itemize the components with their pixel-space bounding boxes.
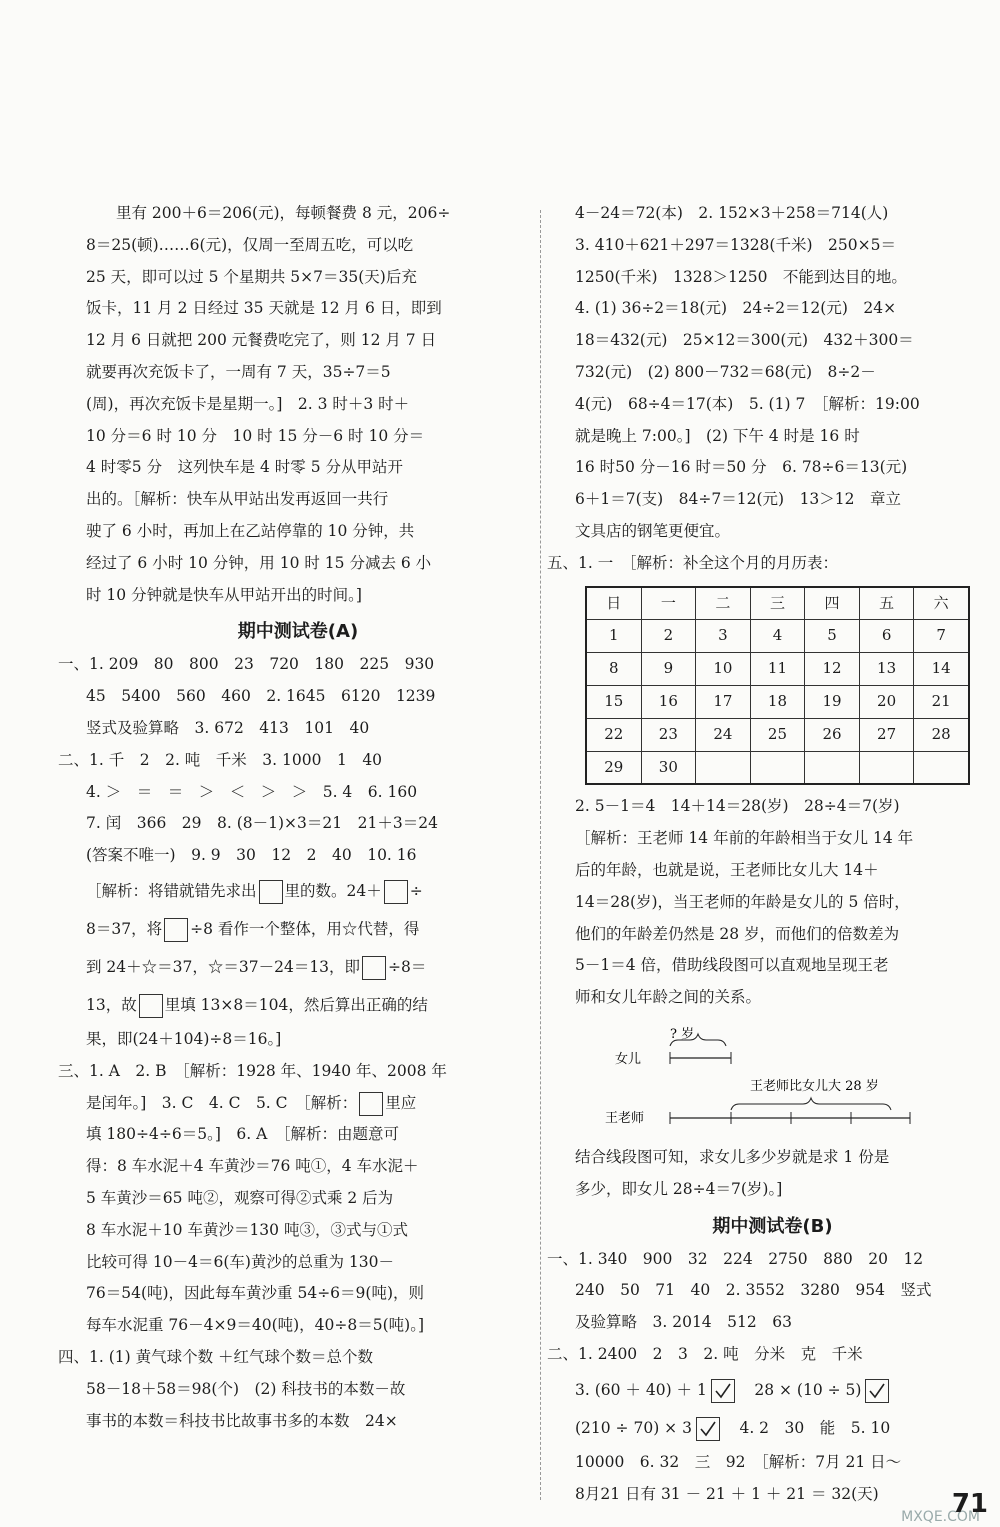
calendar-header-row xyxy=(586,587,969,620)
blank-box xyxy=(139,994,163,1018)
text-line: 10000 6. 32 三 92 ［解析：7月 21 日～ xyxy=(575,1452,902,1471)
calendar-cell: 18 xyxy=(750,685,805,718)
difference-label: 王老师比女儿大 28 岁 xyxy=(750,1078,879,1094)
calendar-cell: 8 xyxy=(586,653,641,686)
calendar-cell: 9 xyxy=(641,653,696,686)
calendar-cell: 3 xyxy=(696,620,751,653)
calendar-cell xyxy=(696,751,751,784)
text-fragment: 里应 xyxy=(385,1093,417,1112)
checkbox-icon xyxy=(696,1417,720,1441)
calendar-cell: 30 xyxy=(641,751,696,784)
text-line xyxy=(575,1409,970,1447)
calendar-cell xyxy=(859,751,914,784)
text-line: ［解析：王老师 14 年前的年龄相当于女儿 14 年 xyxy=(575,829,914,848)
blank-box xyxy=(259,880,283,904)
text-line: 12 月 6 日就把 200 元餐费吃完了，则 12 月 7 日 xyxy=(86,331,437,350)
calendar-cell: 16 xyxy=(641,685,696,718)
text-fragment: 28 × (10 ÷ 5) xyxy=(754,1380,862,1399)
text-line: 76＝54(吨)，因此每车黄沙重 54÷6＝9(吨)，则 xyxy=(86,1284,424,1303)
text-line: 比较可得 10－4＝6(车)黄沙的总重为 130－ xyxy=(86,1252,394,1271)
text-line: 14＝28(岁)，当王老师的年龄是女儿的 5 倍时， xyxy=(575,892,910,911)
page-number: 71 xyxy=(951,1489,988,1519)
text-line: 58－18＋58＝98(个) (2) 科技书的本数－故 xyxy=(86,1379,406,1398)
section-title-midterm-b: 期中测试卷(B) xyxy=(712,1215,833,1237)
text-line: 得：8 车水泥＋4 车黄沙＝76 吨①，4 车水泥＋ xyxy=(86,1157,419,1176)
text-line: 25 天，即可以过 5 个星期共 5×7＝35(天)后充 xyxy=(86,267,417,286)
calendar-cell: 23 xyxy=(641,718,696,751)
text-line: 经过了 6 小时 10 分钟，用 10 时 15 分减去 6 小 xyxy=(86,553,432,572)
text-line: 竖式及验算略 3. 672 413 101 40 xyxy=(86,718,370,737)
text-line: 二、1. 千 2 2. 吨 千米 3. 1000 1 40 xyxy=(58,750,383,769)
text-fragment: ÷ xyxy=(409,881,423,900)
text-line xyxy=(86,948,510,986)
checkbox-icon xyxy=(865,1379,889,1403)
blank-box xyxy=(384,880,408,904)
calendar-header: 二 xyxy=(696,587,751,620)
text-line: 5 车黄沙＝65 吨②，观察可得②式乘 2 后为 xyxy=(86,1188,394,1207)
calendar-cell: 13 xyxy=(859,653,914,686)
calendar-row xyxy=(586,685,969,718)
text-fragment: 到 24＋☆＝37，☆＝37－24＝13，即 xyxy=(86,957,361,976)
text-line: 五、1. 一 ［解析：补全这个月的月历表： xyxy=(547,553,838,572)
text-line: 事书的本数＝科技书比故事书多的本数 24× xyxy=(86,1411,398,1430)
blank-box xyxy=(164,918,188,942)
text-line: 文具店的钢笔更便宜。 xyxy=(575,521,731,540)
text-line: 三、1. A 2. B ［解析：1928 年、1940 年、2008 年 xyxy=(58,1061,447,1080)
text-line: 一、1. 340 900 32 224 2750 880 20 12 xyxy=(547,1249,924,1268)
section-title-midterm-a: 期中测试卷(A) xyxy=(237,621,359,643)
text-line: 4－24＝72(本) 2. 152×3＋258＝714(人) xyxy=(575,204,889,222)
text-line: 7. 闰 366 29 8. (8－1)×3＝21 21＋3＝24 xyxy=(86,814,438,833)
text-line: 出的。［解析：快车从甲站出发再返回一共行 xyxy=(86,490,389,509)
text-line: 四、1. (1) 黄气球个数 ＋红气球个数＝总个数 xyxy=(58,1347,374,1366)
calendar-cell xyxy=(750,751,805,784)
teacher-label: 王老师 xyxy=(605,1110,645,1126)
calendar-cell: 25 xyxy=(750,718,805,751)
text-line: 驶了 6 小时，再加上在乙站停靠的 10 分钟，共 xyxy=(86,521,415,540)
right-column xyxy=(547,198,970,1510)
text-line: 240 50 71 40 2. 3552 3280 954 竖式 xyxy=(575,1281,932,1300)
calendar-cell: 14 xyxy=(914,653,969,686)
text-line: 4(元) 68÷4＝17(本) 5. (1) 7 ［解析：19:00 xyxy=(575,394,920,413)
column-divider xyxy=(540,210,541,1500)
text-line: 二、1. 2400 2 3 2. 吨 分米 克 千米 xyxy=(547,1344,863,1363)
text-line: 4. (1) 36÷2＝18(元) 24÷2＝12(元) 24× xyxy=(575,299,897,318)
text-fragment: 8＝37，将 xyxy=(86,919,163,938)
daughter-label: 女儿 xyxy=(615,1051,642,1067)
calendar-cell: 6 xyxy=(859,620,914,653)
text-fragment: ÷8 看作一个整体，用☆代替，得 xyxy=(190,919,420,938)
calendar-cell: 2 xyxy=(641,620,696,653)
calendar-header: 六 xyxy=(914,587,969,620)
text-line: 4 时零5 分 这列快车是 4 时零 5 分从甲站开 xyxy=(86,458,404,477)
text-fragment: ［解析：将错就错先求出 xyxy=(86,881,257,900)
calendar-cell: 22 xyxy=(586,718,641,751)
left-column xyxy=(58,198,510,1437)
calendar-cell: 11 xyxy=(750,653,805,686)
calendar-cell: 1 xyxy=(586,620,641,653)
blank-box xyxy=(359,1092,383,1116)
calendar-cell: 24 xyxy=(696,718,751,751)
text-line xyxy=(86,1088,510,1120)
text-line: 5－1＝4 倍，借助线段图可以直观地呈现王老 xyxy=(575,956,889,975)
text-line: 6＋1＝7(支) 84÷7＝12(元) 13＞12 章立 xyxy=(575,490,902,509)
calendar-cell: 19 xyxy=(805,685,860,718)
calendar-row xyxy=(586,751,969,784)
calendar-cell: 29 xyxy=(586,751,641,784)
calendar-header: 日 xyxy=(586,587,641,620)
text-line: 10 分＝6 时 10 分 10 时 15 分－6 时 10 分＝ xyxy=(86,426,425,445)
text-line: 后的年龄，也就是说，王老师比女儿大 14＋ xyxy=(575,860,879,879)
text-line: 及验算略 3. 2014 512 63 xyxy=(575,1313,792,1332)
text-line xyxy=(86,910,510,948)
calendar-cell: 21 xyxy=(914,685,969,718)
text-fragment: 3. (60 ＋ 40) ＋ 1 xyxy=(575,1380,707,1399)
calendar-cell: 27 xyxy=(859,718,914,751)
text-fragment: 4. 2 30 能 5. 10 xyxy=(739,1418,891,1437)
text-line: 8＝25(顿)……6(元)，仅周一至周五吃，可以吃 xyxy=(86,235,414,254)
calendar-cell: 28 xyxy=(914,718,969,751)
calendar-row xyxy=(586,620,969,653)
text-line: 果，即(24＋104)÷8＝16。] xyxy=(86,1029,282,1048)
text-fragment: (210 ÷ 70) × 3 xyxy=(575,1418,692,1437)
calendar-cell: 5 xyxy=(805,620,860,653)
question-label: ? 岁 xyxy=(670,1026,695,1042)
calendar-cell: 20 xyxy=(859,685,914,718)
text-line: 1250(千米) 1328＞1250 不能到达目的地。 xyxy=(575,267,907,286)
text-fragment: ÷8＝ xyxy=(388,957,427,976)
text-line: (答案不唯一) 9. 9 30 12 2 40 10. 16 xyxy=(86,846,417,865)
segment-diagram-svg xyxy=(575,1018,970,1138)
calendar-header: 五 xyxy=(859,587,914,620)
text-line xyxy=(86,872,510,910)
text-fragment: 是闰年。] 3. C 4. C 5. C ［解析： xyxy=(86,1093,358,1112)
calendar-cell: 15 xyxy=(586,685,641,718)
calendar-cell: 17 xyxy=(696,685,751,718)
calendar-header: 四 xyxy=(805,587,860,620)
text-line: 732(元) (2) 800－732＝68(元) 8÷2－ xyxy=(575,362,876,381)
text-line: 3. 410＋621＋297＝1328(千米) 250×5＝ xyxy=(575,235,896,254)
calendar-header: 三 xyxy=(750,587,805,620)
text-fragment: 里的数。24＋ xyxy=(284,881,382,900)
brace-diff xyxy=(731,1098,891,1110)
text-line xyxy=(575,1371,970,1409)
blank-box xyxy=(362,956,386,980)
calendar-cell: 26 xyxy=(805,718,860,751)
text-line: 8 车水泥＋10 车黄沙＝130 吨③，③式与①式 xyxy=(86,1220,408,1239)
calendar-row xyxy=(586,718,969,751)
text-line: 45 5400 560 460 2. 1645 6120 1239 xyxy=(86,687,436,706)
calendar-header: 一 xyxy=(641,587,696,620)
text-line xyxy=(86,986,510,1024)
calendar-cell: 12 xyxy=(805,653,860,686)
text-line: 里有 200＋6＝206(元)，每顿餐费 8 元，206÷ xyxy=(116,204,451,222)
text-line: 多少，即女儿 28÷4＝7(岁)。] xyxy=(575,1179,783,1198)
segment-diagram xyxy=(575,1018,970,1138)
text-line: 16 时50 分－16 时＝50 分 6. 78÷6＝13(元) xyxy=(575,458,908,477)
text-line: 每车水泥重 76－4×9＝40(吨)，40÷8＝5(吨)。] xyxy=(86,1316,425,1335)
calendar-table xyxy=(585,586,970,786)
checkbox-icon xyxy=(711,1379,735,1403)
text-line: 18＝432(元) 25×12＝300(元) 432＋300＝ xyxy=(575,331,914,350)
text-line: 时 10 分钟就是快车从甲站开出的时间。] xyxy=(86,585,362,604)
text-fragment: 里填 13×8＝104，然后算出正确的结 xyxy=(164,995,428,1014)
text-line: 结合线段图可知，求女儿多少岁就是求 1 份是 xyxy=(575,1147,890,1166)
text-line: 4. ＞ ＝ ＝ ＞ ＜ ＞ ＞ 5. 4 6. 160 xyxy=(86,782,418,801)
text-line: 他们的年龄差仍然是 28 岁，而他们的倍数差为 xyxy=(575,924,900,943)
calendar-cell: 7 xyxy=(914,620,969,653)
text-line: 2. 5－1＝4 14＋14＝28(岁) 28÷4＝7(岁) xyxy=(575,797,900,816)
text-line: 师和女儿年龄之间的关系。 xyxy=(575,988,762,1007)
text-line: 就要再次充饭卡了，一周有 7 天，35÷7＝5 xyxy=(86,362,391,381)
text-line: 饭卡，11 月 2 日经过 35 天就是 12 月 6 日，即到 xyxy=(86,299,442,318)
calendar-cell: 10 xyxy=(696,653,751,686)
text-fragment: 13，故 xyxy=(86,995,137,1014)
text-line: 填 180÷4÷6＝5。] 6. A ［解析：由题意可 xyxy=(86,1125,400,1144)
calendar-row xyxy=(586,653,969,686)
text-line: 8月21 日有 31 － 21 ＋ 1 ＋ 21 ＝ 32(天) xyxy=(575,1484,879,1503)
text-line: 就是晚上 7:00。] (2) 下午 4 时是 16 时 xyxy=(575,426,860,445)
text-line: (周)，再次充饭卡是星期一。] 2. 3 时＋3 时＋ xyxy=(86,394,410,413)
watermark: MXQE.COM xyxy=(901,1509,980,1525)
calendar-cell: 4 xyxy=(750,620,805,653)
calendar-cell xyxy=(914,751,969,784)
text-line: 一、1. 209 80 800 23 720 180 225 930 xyxy=(58,655,435,674)
calendar-cell xyxy=(805,751,860,784)
